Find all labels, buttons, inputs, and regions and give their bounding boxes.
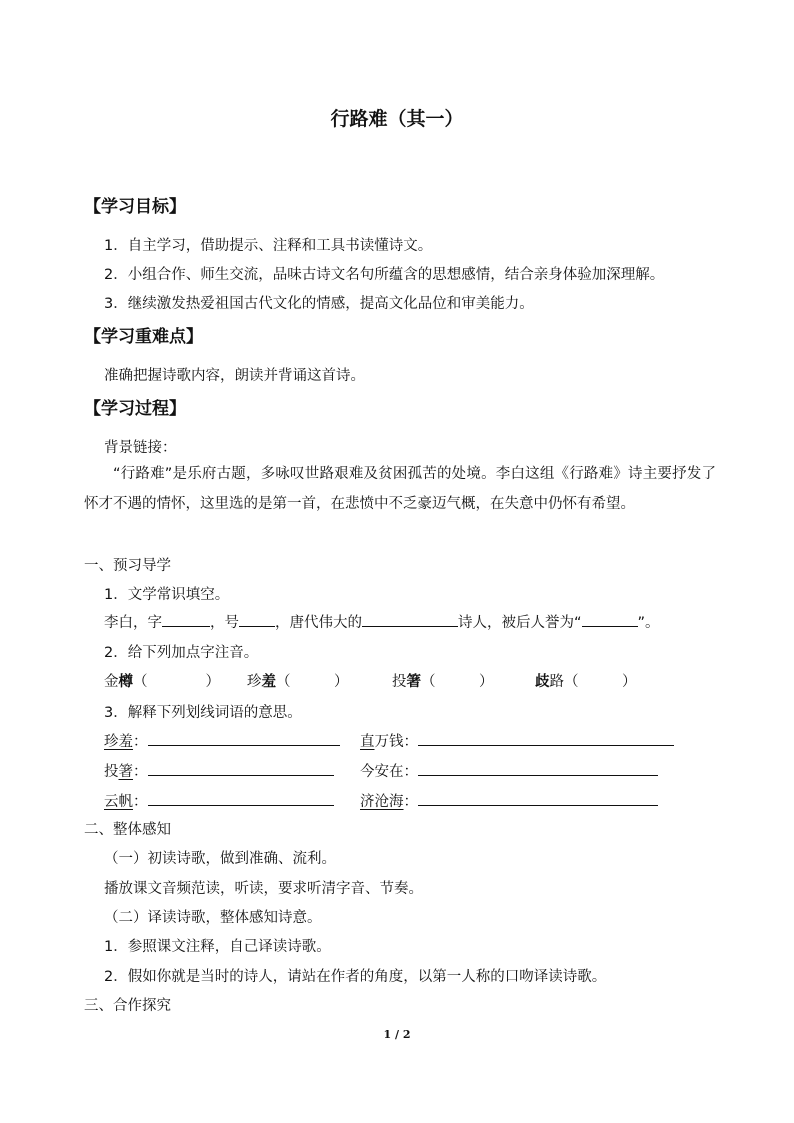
answer-blank[interactable] — [148, 760, 334, 776]
part2-s2-2: 2．假如你就是当时的诗人，请站在作者的角度，以第一人称的口吻译读诗歌。 — [104, 969, 607, 985]
section-objectives: 【学习目标】 — [84, 197, 186, 217]
blank-zi[interactable] — [162, 611, 210, 627]
part2-heading: 二、整体感知 — [84, 822, 171, 838]
background-text: “行路难”是乐府古题，多咏叹世路艰难及贫困孤苦的处境。李白这组《行路难》诗主要抒发了怀才不遇的情怀，这里选的是第一首，在悲愤中不乏豪迈气概，在失意中仍怀有希望。 — [84, 466, 716, 512]
pinyin-item: 歧路（ ） — [535, 674, 637, 690]
blank-hao[interactable] — [239, 611, 275, 627]
pinyin-item: 金樽（ ） — [104, 674, 220, 690]
answer-blank[interactable] — [418, 760, 658, 776]
background-label: 背景链接： — [104, 440, 177, 456]
objective-1: 1．自主学习，借助提示、注释和工具书读懂诗文。 — [104, 238, 433, 254]
definition-item: 济沧海： — [360, 790, 658, 811]
part1-heading: 一、预习导学 — [84, 558, 171, 574]
part1-q2: 2．给下列加点字注音。 — [104, 645, 259, 661]
objective-3: 3．继续激发热爱祖国古代文化的情感，提高文化品位和审美能力。 — [104, 296, 534, 312]
blank-poet-type[interactable] — [362, 611, 458, 627]
part2-s2-1: 1．参照课文注释，自己译读诗歌。 — [104, 939, 331, 955]
pinyin-item: 珍羞（ ） — [247, 674, 349, 690]
objective-2: 2．小组合作、师生交流，品味古诗文名句所蕴含的思想感情，结合亲身体验加深理解。 — [104, 267, 665, 283]
part1-q1: 1．文学常识填空。 — [104, 587, 230, 603]
part3-heading: 三、合作探究 — [84, 998, 171, 1014]
definition-item: 直万钱： — [360, 730, 674, 751]
blank-honor[interactable] — [582, 611, 638, 627]
part2-s2: （二）译读诗歌，整体感知诗意。 — [104, 910, 322, 926]
part2-s1-text: 播放课文音频范读，听读，要求听清字音、节奏。 — [104, 881, 423, 897]
page-number: 1 / 2 — [383, 1028, 411, 1041]
pinyin-item: 投箸（ ） — [392, 674, 494, 690]
definition-item: 云帆： — [104, 790, 334, 811]
keypoints-text: 准确把握诗歌内容，朗读并背诵这首诗。 — [104, 368, 365, 384]
document-title: 行路难（其一） — [330, 108, 464, 130]
answer-blank[interactable] — [418, 730, 674, 746]
section-keypoints: 【学习重难点】 — [84, 327, 203, 347]
fill-in-line: 李白，字 ，号 ，唐代伟大的 诗人，被后人誉为“ ”。 — [104, 611, 660, 632]
part2-s1: （一）初读诗歌，做到准确、流利。 — [104, 851, 336, 867]
definition-item: 投箸： — [104, 760, 334, 781]
definition-item: 珍羞： — [104, 730, 340, 751]
answer-blank[interactable] — [148, 790, 334, 806]
answer-blank[interactable] — [418, 790, 658, 806]
section-process: 【学习过程】 — [84, 399, 186, 419]
part1-q3: 3．解释下列划线词语的意思。 — [104, 705, 302, 721]
answer-blank[interactable] — [148, 730, 340, 746]
definition-item: 今安在： — [360, 760, 658, 781]
